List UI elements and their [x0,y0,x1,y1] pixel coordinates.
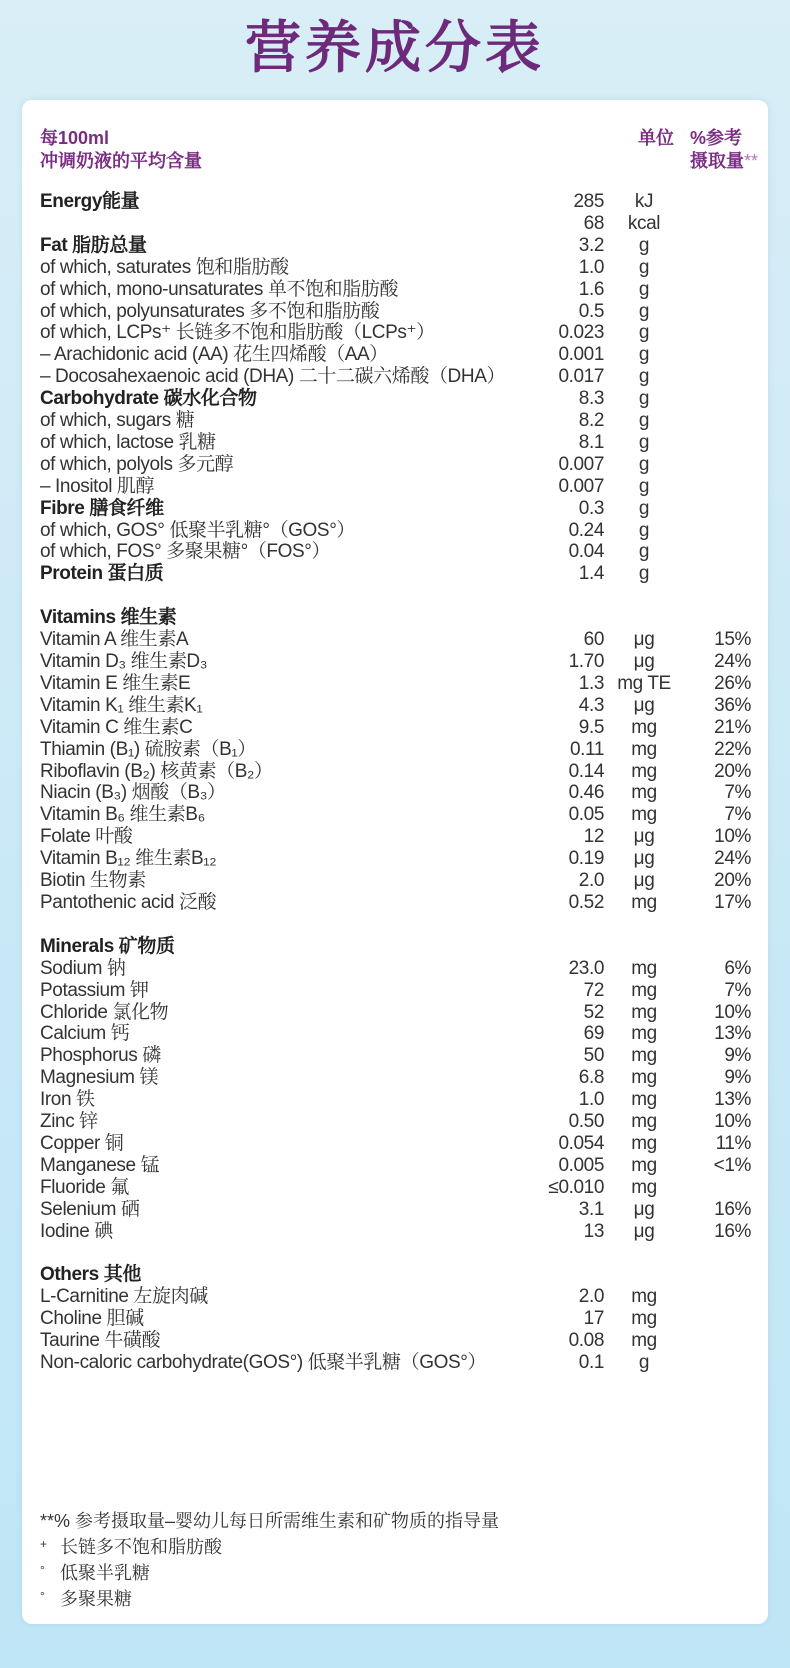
nutrient-row [22,343,768,366]
nutrient-row [22,716,768,739]
nutrient-name: Sodium 钠 [40,957,126,979]
nutrient-value: 0.007 [558,475,604,497]
nutrient-name: Vitamin D₃ 维生素D₃ [40,651,208,672]
nutrient-name: – Inositol 肌醇 [40,475,155,497]
nutrient-value: 8.1 [578,431,604,453]
reference-intake-line2: 摄取量** [690,151,759,171]
nutrient-row [22,935,768,958]
nutrient-name: L-Carnitine 左旋肉碱 [40,1286,208,1308]
nutrient-value: 0.14 [568,760,604,782]
nutrient-percent: 21% [714,716,751,738]
nutrient-row [22,760,768,783]
nutrient-value: 68 [583,212,604,234]
nutrient-name: Selenium 硒 [40,1198,140,1220]
nutrient-name: of which, GOS° 低聚半乳糖°（GOS°） [40,519,355,541]
nutrient-unit: mg [631,1023,657,1045]
nutrient-name: Vitamin A 维生素A [40,629,189,651]
nutrient-row [22,979,768,1002]
nutrient-row [22,540,768,563]
nutrient-row [22,650,768,673]
nutrient-unit: g [638,541,650,563]
nutrient-unit: kcal [627,212,661,234]
nutrient-unit: μg [633,651,655,672]
nutrient-name: Protein 蛋白质 [40,563,164,585]
nutrient-unit: mg [631,1286,657,1308]
per-100ml-header [40,127,202,173]
nutrient-row [22,365,768,388]
nutrient-value: 0.24 [568,519,604,541]
nutrient-unit: g [638,366,650,388]
nutrient-value: 0.11 [570,738,604,760]
nutrient-value: 0.054 [558,1132,604,1154]
nutrient-percent: 10% [714,826,751,848]
nutrient-row [22,321,768,344]
nutrient-row [22,234,768,257]
nutrient-value: 0.08 [568,1330,604,1352]
nutrient-value: 0.023 [558,322,604,344]
reference-intake-stars: ** [744,151,759,171]
nutrient-name: – Arachidonic acid (AA) 花生四烯酸（AA） [40,344,388,366]
nutrient-name: of which, LCPs⁺ 长链多不饱和脂肪酸（LCPs⁺） [40,322,435,344]
nutrient-name: Iron 铁 [40,1089,95,1111]
nutrient-value: 0.005 [558,1154,604,1176]
nutrient-value: 0.05 [568,804,604,826]
nutrient-value: 0.50 [568,1111,604,1132]
nutrient-unit: μg [633,826,655,848]
nutrient-unit: g [638,497,650,519]
nutrient-unit: μg [633,1198,655,1220]
nutrient-percent: 36% [714,694,751,716]
nutrient-value: 0.3 [578,497,604,519]
nutrient-unit: mg [631,1154,657,1176]
nutrient-row [22,825,768,848]
nutrient-row [22,1132,768,1155]
nutrient-row [22,803,768,826]
nutrient-row [22,1066,768,1089]
nutrient-row [22,278,768,301]
nutrient-percent: <1% [713,1154,751,1176]
nutrient-row [22,1263,768,1286]
nutrient-percent: 20% [714,870,751,891]
nutrient-value: 17 [583,1308,604,1330]
nutrient-value: 6.8 [578,1067,604,1089]
nutrient-row [22,606,768,629]
nutrient-value: 0.007 [558,453,604,475]
nutrient-unit: g [638,475,650,497]
footnote-mark: ° [40,1589,45,1603]
nutrient-unit: g [638,234,650,256]
nutrient-name: Zinc 锌 [40,1111,98,1132]
nutrient-unit: g [638,300,650,322]
nutrient-value: 1.0 [578,1089,604,1111]
nutrient-row [22,1351,768,1374]
nutrient-unit: mg [631,1111,657,1132]
nutrient-name: Copper 铜 [40,1132,124,1154]
reference-intake-header [690,127,758,173]
nutrient-value: 0.001 [558,344,604,366]
nutrient-value: 0.52 [568,891,604,913]
nutrient-name: Minerals 矿物质 [40,935,175,957]
nutrient-name: Vitamin K₁ 维生素K₁ [40,694,203,716]
nutrient-name: Pantothenic acid 泛酸 [40,891,217,913]
nutrient-value: 8.3 [578,388,604,410]
nutrient-row [22,387,768,410]
nutrient-name: of which, mono-unsaturates 单不饱和脂肪酸 [40,278,399,300]
nutrient-value: 69 [583,1023,604,1045]
footnote-text: **% 参考摄取量–婴幼儿每日所需维生素和矿物质的指导量 [40,1511,500,1531]
nutrient-row [22,475,768,498]
nutrient-percent: 22% [714,738,751,760]
nutrient-name: – Docosahexaenoic acid (DHA) 二十二碳六烯酸（DHA） [40,366,506,388]
nutrient-row [22,694,768,717]
nutrient-percent: 10% [714,1111,751,1132]
nutrient-percent: 20% [714,760,751,782]
nutrition-card [22,100,768,1624]
nutrient-unit: g [638,322,650,344]
nutrient-name: Vitamins 维生素 [40,607,177,629]
per-100ml-label: 每100ml [40,128,110,148]
nutrient-unit: g [638,410,650,431]
nutrient-unit: mg [631,957,657,979]
nutrient-row [22,212,768,235]
nutrient-value: 2.0 [578,1286,604,1308]
nutrient-row [22,628,768,651]
nutrient-value: 9.5 [578,716,604,738]
nutrient-percent: 7% [724,804,751,826]
nutrient-row [22,891,768,914]
nutrient-row [22,431,768,454]
nutrient-percent: 9% [724,1067,751,1089]
footnote-text: 多聚果糖 [60,1589,132,1609]
nutrient-value: 1.4 [578,563,604,585]
nutrient-unit: μg [633,870,655,891]
nutrient-value: 1.6 [578,278,604,300]
footnote [40,1585,499,1611]
nutrient-row [22,1176,768,1199]
nutrient-name: of which, sugars 糖 [40,410,195,431]
nutrient-row [22,497,768,520]
nutrient-percent: 16% [714,1198,751,1220]
nutrient-percent: 9% [724,1045,751,1067]
nutrient-value: ≤0.010 [548,1176,604,1198]
nutrient-name: Taurine 牛磺酸 [40,1330,161,1352]
nutrient-value: 8.2 [578,410,604,431]
nutrient-name: Manganese 锰 [40,1154,160,1176]
nutrient-name: Folate 叶酸 [40,826,133,848]
nutrient-unit: mg [631,1330,657,1352]
nutrient-row [22,1044,768,1067]
nutrient-row [22,781,768,804]
nutrient-percent: 13% [714,1023,751,1045]
average-content-label: 冲调奶液的平均含量 [40,151,202,171]
nutrient-value: 12 [583,826,604,848]
nutrient-name: Magnesium 镁 [40,1067,159,1089]
nutrient-row [22,738,768,761]
footnote [40,1559,499,1585]
nutrient-unit: g [638,519,650,541]
nutrient-name: Vitamin C 维生素C [40,716,193,738]
nutrient-name: Calcium 钙 [40,1023,130,1045]
nutrient-unit: g [638,1352,650,1373]
nutrient-row [22,300,768,323]
nutrient-percent: 13% [714,1089,751,1111]
nutrient-value: 13 [583,1220,604,1242]
nutrient-unit: μg [633,694,655,716]
nutrient-value: 72 [583,979,604,1001]
nutrient-value: 1.3 [578,672,604,694]
nutrient-row [22,1285,768,1308]
nutrient-row [22,957,768,980]
nutrient-name: Biotin 生物素 [40,870,146,891]
page-title: 营养成分表 [245,16,545,79]
nutrient-name: Energy能量 [40,191,140,212]
nutrient-row [22,453,768,476]
nutrient-value: 4.3 [578,694,604,716]
nutrient-percent: 17% [714,891,751,913]
nutrient-name: of which, saturates 饱和脂肪酸 [40,256,289,278]
nutrient-name: of which, polyols 多元醇 [40,453,234,475]
nutrient-value: 285 [573,191,604,212]
nutrient-unit: mg [631,1089,657,1111]
nutrient-row [22,1329,768,1352]
nutrient-row [22,1001,768,1024]
nutrient-unit: mg [631,1176,657,1198]
nutrient-row [22,847,768,870]
nutrient-name: of which, FOS° 多聚果糖°（FOS°） [40,541,331,563]
nutrient-value: 50 [583,1045,604,1067]
nutrient-percent: 15% [714,629,751,651]
nutrient-row [22,562,768,585]
nutrient-name: Vitamin B₁₂ 维生素B₁₂ [40,848,217,870]
reference-intake-line1: %参考 [690,128,743,148]
nutrient-row [22,1198,768,1221]
nutrient-unit: g [638,453,650,475]
nutrient-name: Niacin (B₃) 烟酸（B₃） [40,782,226,804]
nutrient-percent: 16% [714,1220,751,1242]
nutrient-value: 1.0 [578,256,604,278]
nutrient-value: 60 [583,629,604,651]
nutrient-unit: mg [631,1001,657,1023]
nutrient-name: Vitamin B₆ 维生素B₆ [40,804,205,826]
nutrient-unit: g [638,388,650,410]
footnotes [40,1510,499,1611]
nutrient-value: 3.1 [578,1198,604,1220]
nutrient-name: of which, lactose 乳糖 [40,431,216,453]
nutrient-percent: 7% [724,979,751,1001]
nutrient-unit: g [638,278,650,300]
nutrient-unit: mg [631,891,657,913]
nutrient-unit: mg [631,1045,657,1067]
footnote-text: 长链多不饱和脂肪酸 [60,1537,222,1557]
nutrient-name: Potassium 钾 [40,979,149,1001]
nutrient-name: Carbohydrate 碳水化合物 [40,388,257,410]
nutrient-unit: mg [631,782,657,804]
nutrient-name: Vitamin E 维生素E [40,672,191,694]
nutrient-unit: mg [631,738,657,760]
nutrient-value: 0.5 [578,300,604,322]
nutrient-row [22,869,768,892]
nutrient-percent: 6% [724,957,751,979]
nutrient-name: Fluoride 氟 [40,1176,129,1198]
nutrient-row [22,1088,768,1111]
nutrient-row [22,519,768,542]
nutrient-value: 23.0 [568,957,604,979]
nutrient-value: 0.19 [568,848,604,870]
nutrient-row [22,256,768,279]
nutrient-value: 0.46 [568,782,604,804]
nutrient-unit: g [638,563,650,585]
nutrient-unit: g [638,344,650,366]
nutrient-unit: g [638,256,650,278]
nutrient-name: Riboflavin (B₂) 核黄素（B₂） [40,760,273,782]
nutrient-value: 2.0 [578,870,604,891]
nutrient-name: Fibre 膳食纤维 [40,497,164,519]
nutrient-unit: g [638,431,650,453]
nutrient-percent: 10% [714,1001,751,1023]
nutrient-row [22,1022,768,1045]
nutrient-name: Iodine 碘 [40,1220,113,1242]
nutrient-value: 0.04 [568,541,604,563]
footnote-mark: + [40,1537,48,1551]
nutrient-unit: mg [631,979,657,1001]
nutrient-row [22,1110,768,1133]
nutrient-row [22,409,768,432]
nutrient-value: 3.2 [578,234,604,256]
nutrient-name: Thiamin (B₁) 硫胺素（B₁） [40,738,256,760]
nutrient-unit: mg [631,716,657,738]
nutrient-unit: mg [631,1067,657,1089]
nutrient-unit: mg [631,1132,657,1154]
nutrient-value: 0.1 [578,1352,604,1373]
nutrient-percent: 7% [724,782,751,804]
nutrient-name: of which, polyunsaturates 多不饱和脂肪酸 [40,300,380,322]
nutrient-unit: μg [633,629,655,651]
nutrient-name: Non-caloric carbohydrate(GOS°) 低聚半乳糖（GOS°） [40,1352,487,1373]
footnote-mark: ° [40,1563,45,1577]
nutrient-name: Phosphorus 磷 [40,1045,161,1067]
nutrient-row [22,1220,768,1243]
nutrient-name: Chloride 氯化物 [40,1001,169,1023]
nutrient-value: 52 [583,1001,604,1023]
nutrient-row [22,1307,768,1330]
nutrient-percent: 11% [715,1132,751,1154]
unit-header: 单位 [638,128,674,148]
nutrient-unit: μg [633,848,655,870]
footnote [40,1510,499,1533]
nutrient-percent: 24% [714,848,751,870]
nutrient-name: Choline 胆碱 [40,1308,144,1330]
nutrient-value: 1.70 [568,651,604,672]
footnote-text: 低聚半乳糖 [60,1563,150,1583]
nutrient-name: Fat 脂肪总量 [40,234,147,256]
nutrient-row [22,190,768,213]
nutrient-percent: 26% [714,672,751,694]
nutrient-value: 0.017 [558,366,604,388]
nutrient-unit: mg TE [617,672,671,694]
nutrient-unit: μg [633,1220,655,1242]
nutrient-unit: mg [631,804,657,826]
nutrient-unit: kJ [634,191,654,212]
nutrient-row [22,1154,768,1177]
nutrient-row [22,672,768,695]
nutrient-unit: mg [631,760,657,782]
nutrient-name: Others 其他 [40,1264,141,1286]
nutrient-unit: mg [631,1308,657,1330]
nutrient-percent: 24% [714,651,751,672]
footnote [40,1533,499,1559]
